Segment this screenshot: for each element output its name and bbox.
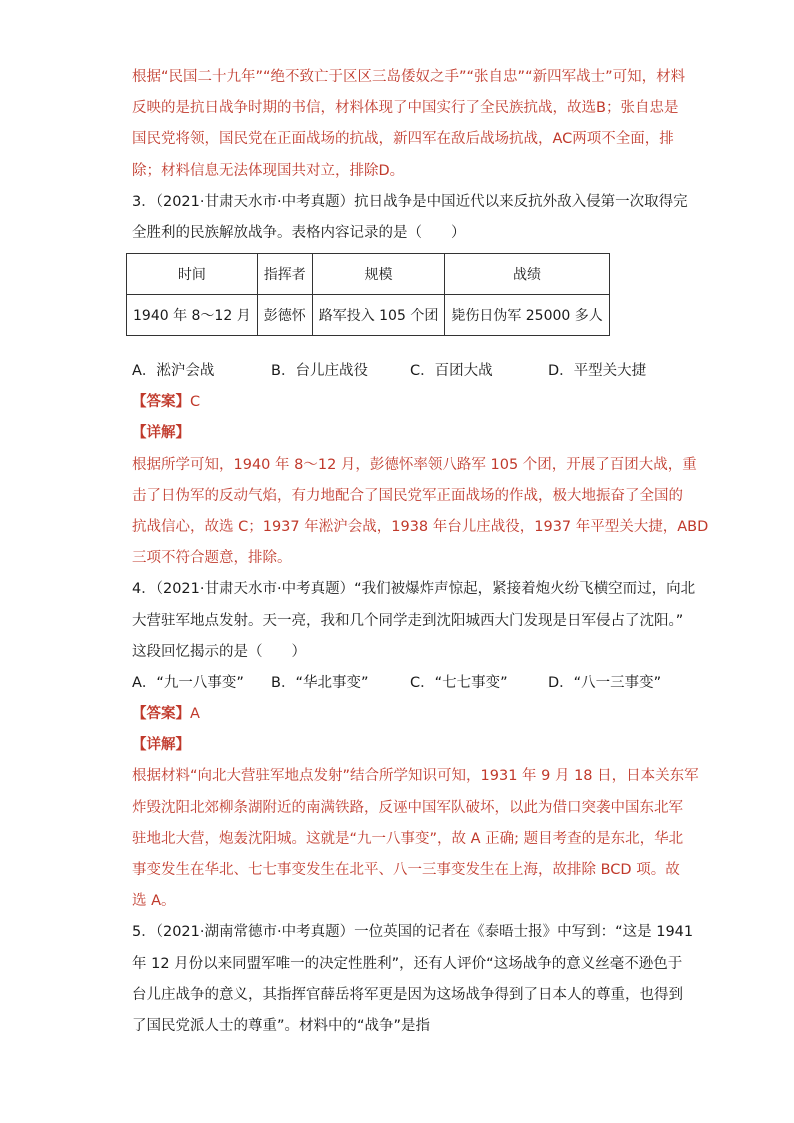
text-line: 炸毁沈阳北郊柳条湖附近的南满铁路，反诬中国军队破坏，以此为借口突袭中国东北军	[132, 799, 683, 816]
detail-label: 【详解】	[132, 425, 190, 442]
text-line: 除；材料信息无法体现国共对立，排除D。	[132, 162, 405, 179]
text-line: 了国民党派人士的尊重”。材料中的“战争”是指	[132, 1018, 431, 1035]
answer-value: A	[190, 706, 200, 723]
question-5-stem	[132, 917, 694, 1042]
battle-info-table	[126, 253, 610, 336]
option-c: C．百团大战	[410, 363, 493, 380]
table-cell: 1940 年 8～12 月	[127, 295, 258, 336]
table-header-cell: 规模	[312, 254, 445, 295]
option-d: D．“八一三事变”	[548, 675, 662, 692]
text-line: 根据“民国二十九年”“绝不致亡于区区三岛倭奴之手”“张自忠”“新四军战士”可知，材料	[132, 69, 686, 85]
text-line: 三项不符合题意，排除。	[132, 550, 292, 567]
text-line: 击了日伪军的反动气焰，有力地配合了国民党军正面战场的作战，极大地振奋了全国的	[132, 487, 683, 504]
text-line: 驻地北大营，炮轰沈阳城。这就是“九一八事变”，故 A 正确; 题目考查的是东北，华北	[132, 830, 684, 847]
option-c: C．“七七事变”	[410, 675, 508, 692]
text-line: 国民党将领，国民党在正面战场的抗战，新四军在敌后战场抗战，AC两项不全面，排	[132, 131, 674, 148]
answer-label: 【答案】	[132, 706, 190, 723]
text-line: 选 A。	[132, 893, 176, 910]
option-a: A．淞沪会战	[132, 363, 215, 380]
question-4	[132, 574, 699, 917]
text-line: 全胜利的民族解放战争。表格内容记录的是（ ）	[132, 225, 466, 242]
question-3-stem	[132, 187, 688, 249]
question-4-answer	[132, 699, 672, 730]
q2-detail-continued	[132, 62, 686, 187]
option-b: B．“华北事变”	[271, 675, 369, 692]
option-a: A．“九一八事变”	[132, 675, 244, 692]
question-5	[132, 917, 694, 1042]
table-header-cell: 战绩	[445, 254, 609, 295]
text-line: 3．（2021·甘肃天水市·中考真题）抗日战争是中国近代以来反抗外敌入侵第一次取得完	[132, 193, 688, 210]
text-line: 年 12 月份以来同盟军唯一的决定性胜利”，还有人评价“这场战争的意义丝毫不逊色于	[132, 955, 683, 972]
question-3	[132, 187, 709, 575]
text-line: 根据材料“向北大营驻军地点发射”结合所学知识可知，1931 年 9 月 18 日，日本关东军	[132, 768, 699, 785]
table-row	[127, 295, 610, 336]
text-line: 抗战信心，故选 C；1937 年淞沪会战，1938 年台儿庄战役，1937 年平型关大捷，ABD	[132, 519, 709, 536]
question-4-detail-label	[132, 730, 672, 761]
question-4-options	[132, 668, 672, 699]
table-cell: 路军投入 105 个团	[312, 295, 445, 336]
text-line: 根据所学可知，1940 年 8～12 月，彭德怀率领八路军 105 个团，开展了百团大战，重	[132, 456, 697, 473]
option-b: B．台儿庄战役	[271, 363, 368, 380]
text-line: 反映的是抗日战争时期的书信，材料体现了中国实行了全民族抗战，故选B；张自忠是	[132, 100, 679, 117]
option-d: D．平型关大捷	[548, 363, 647, 380]
text-line: 台儿庄战争的意义，其指挥官薛岳将军更是因为这场战争得到了日本人的尊重，也得到	[132, 986, 683, 1003]
text-line: 5．（2021·湖南常德市·中考真题）一位英国的记者在《泰晤士报》中写到：“这是 1941	[132, 924, 694, 941]
question-3-answer	[132, 387, 672, 418]
answer-value: C	[190, 394, 201, 411]
question-3-detail	[132, 450, 709, 575]
table-cell: 彭德怀	[257, 295, 312, 336]
answer-label: 【答案】	[132, 394, 190, 411]
table-header-row	[127, 254, 610, 295]
question-3-options	[132, 356, 672, 387]
table-header-cell: 指挥者	[257, 254, 312, 295]
table-header-cell: 时间	[127, 254, 258, 295]
question-4-stem	[132, 574, 696, 668]
text-line: 大营驻军地点发射。天一亮，我和几个同学走到沈阳城西大门发现是日军侵占了沈阳。”	[132, 612, 684, 629]
text-line: 4．（2021·甘肃天水市·中考真题）“我们被爆炸声惊起，紧接着炮火纷飞横空而过，向北	[132, 581, 696, 598]
question-4-detail	[132, 761, 699, 917]
table-cell: 毙伤日伪军 25000 多人	[445, 295, 609, 336]
detail-label: 【详解】	[132, 737, 190, 754]
text-line: 这段回忆揭示的是（ ）	[132, 643, 306, 660]
document-content	[132, 62, 709, 1042]
text-line: 事变发生在华北、七七事变发生在北平、八一三事变发生在上海，故排除 BCD 项。故	[132, 862, 680, 879]
question-3-detail-label	[132, 418, 672, 449]
